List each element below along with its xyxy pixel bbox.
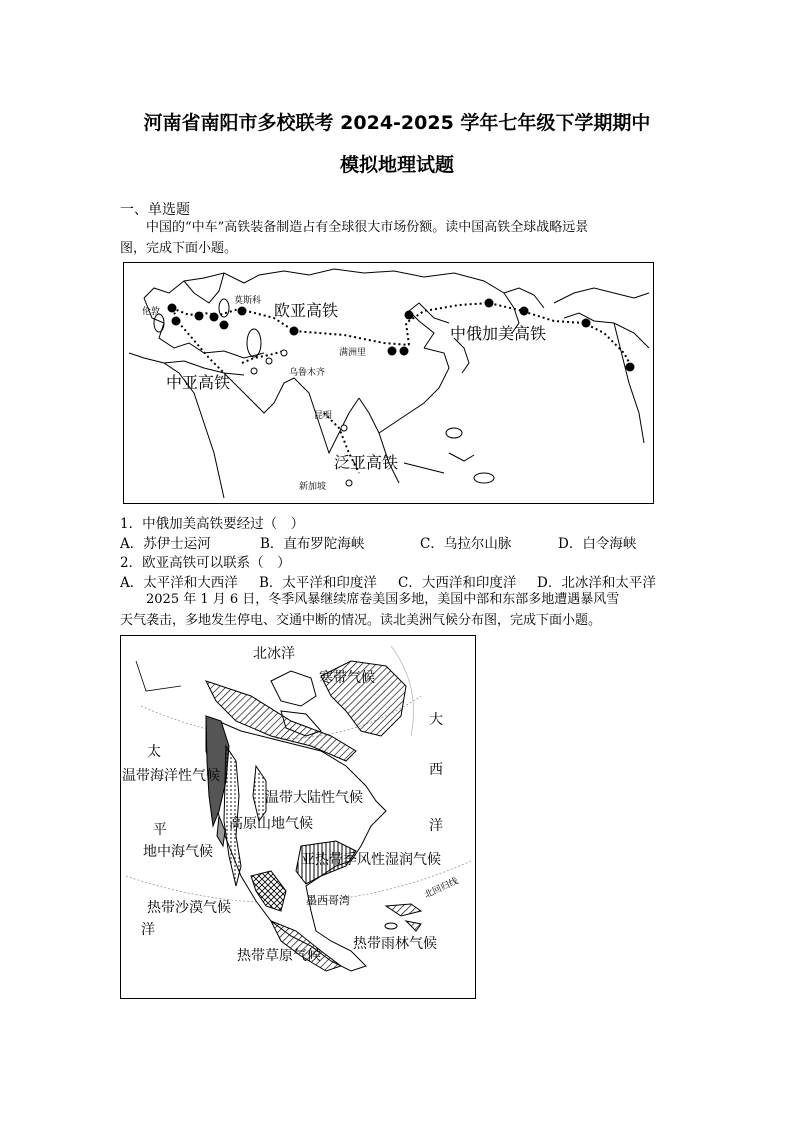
label-atlantic-3: 洋 — [429, 818, 443, 834]
passage-1-line2: 图，完成下面小题。 — [120, 241, 238, 256]
q1-option-d[interactable]: D．白令海峡 — [558, 536, 637, 552]
question-1-stem: 1．中俄加美高铁要经过（ ） — [120, 516, 305, 532]
label-pacific-2: 平 — [153, 822, 167, 838]
passage-2-line1: 2025 年 1 月 6 日，冬季风暴继续席卷美国多地，美国中部和东部多地遭遇暴风雪 — [146, 592, 620, 607]
label-tropical-desert: 热带沙漠气候 — [147, 900, 231, 916]
q1-option-b[interactable]: B．直布罗陀海峡 — [260, 536, 365, 552]
label-tropical-rainforest: 热带雨林气候 — [353, 936, 437, 952]
label-mediterranean: 地中海气候 — [143, 844, 213, 860]
label-arctic-ocean: 北冰洋 — [253, 646, 295, 662]
question-2-options — [120, 571, 656, 591]
label-gulf-mexico: 墨西哥湾 — [306, 894, 350, 907]
label-temperate-maritime: 温带海洋性气候 — [122, 768, 220, 784]
city-moscow: 莫斯科 — [234, 296, 262, 306]
label-subtropical-monsoon: 亚热带季风性湿润气候 — [301, 852, 441, 868]
q2-option-a[interactable]: A．太平洋和大西洋 — [120, 575, 238, 591]
city-singapore: 新加坡 — [299, 482, 327, 492]
label-atlantic-1: 大 — [429, 712, 443, 728]
passage-2-line2: 天气袭击，多地发生停电、交通中断的情况。读北美洲气候分布图，完成下面小题。 — [120, 613, 602, 628]
label-highland: 高原山地气候 — [229, 816, 313, 832]
q1-option-a[interactable]: A．苏伊士运河 — [120, 536, 211, 552]
label-tropical-savanna: 热带草原气候 — [237, 948, 321, 964]
passage-1-line1: 中国的“中车”高铁装备制造占有全球很大市场份额。读中国高铁全球战略远景 — [146, 220, 589, 235]
label-pacific-3: 洋 — [141, 922, 155, 938]
route-pan-asia: 泛亚高铁 — [334, 453, 399, 472]
question-2-stem: 2．欧亚高铁可以联系（ ） — [120, 555, 291, 571]
route-china-russia-america: 中俄加美高铁 — [450, 324, 547, 343]
passage-1 — [120, 217, 672, 259]
label-pacific-1: 太 — [147, 744, 161, 760]
passage-2 — [120, 589, 672, 631]
north-america-climate-map — [120, 635, 476, 999]
q2-option-c[interactable]: C．大西洋和印度洋 — [398, 575, 517, 591]
route-central-asia: 中亚高铁 — [166, 373, 231, 392]
city-kunming: 昆明 — [314, 411, 333, 421]
route-europe-asia: 欧亚高铁 — [274, 301, 339, 320]
city-manzhouli: 满洲里 — [339, 348, 367, 358]
label-frigid-climate: 寒带气候 — [319, 670, 375, 686]
city-urumqi: 乌鲁木齐 — [289, 368, 326, 378]
section-heading: 一、单选题 — [120, 202, 190, 218]
q2-option-d[interactable]: D．北冰洋和太平洋 — [537, 575, 656, 591]
rail-map-svg — [124, 263, 654, 504]
label-atlantic-2: 西 — [429, 762, 443, 778]
label-tropic-cancer: 北回归线 — [423, 876, 460, 901]
page-title-line1: 河南省南阳市多校联考 2024-2025 学年七年级下学期期中 — [143, 112, 651, 134]
climate-map-svg — [121, 636, 476, 999]
page-title-line2: 模拟地理试题 — [339, 154, 454, 176]
question-1-options — [120, 532, 636, 552]
label-temperate-continental: 温带大陆性气候 — [265, 790, 363, 806]
city-london: 伦敦 — [142, 307, 161, 317]
q2-option-b[interactable]: B．太平洋和印度洋 — [259, 575, 377, 591]
q1-option-c[interactable]: C．乌拉尔山脉 — [420, 536, 512, 552]
rail-strategy-map — [123, 262, 654, 504]
